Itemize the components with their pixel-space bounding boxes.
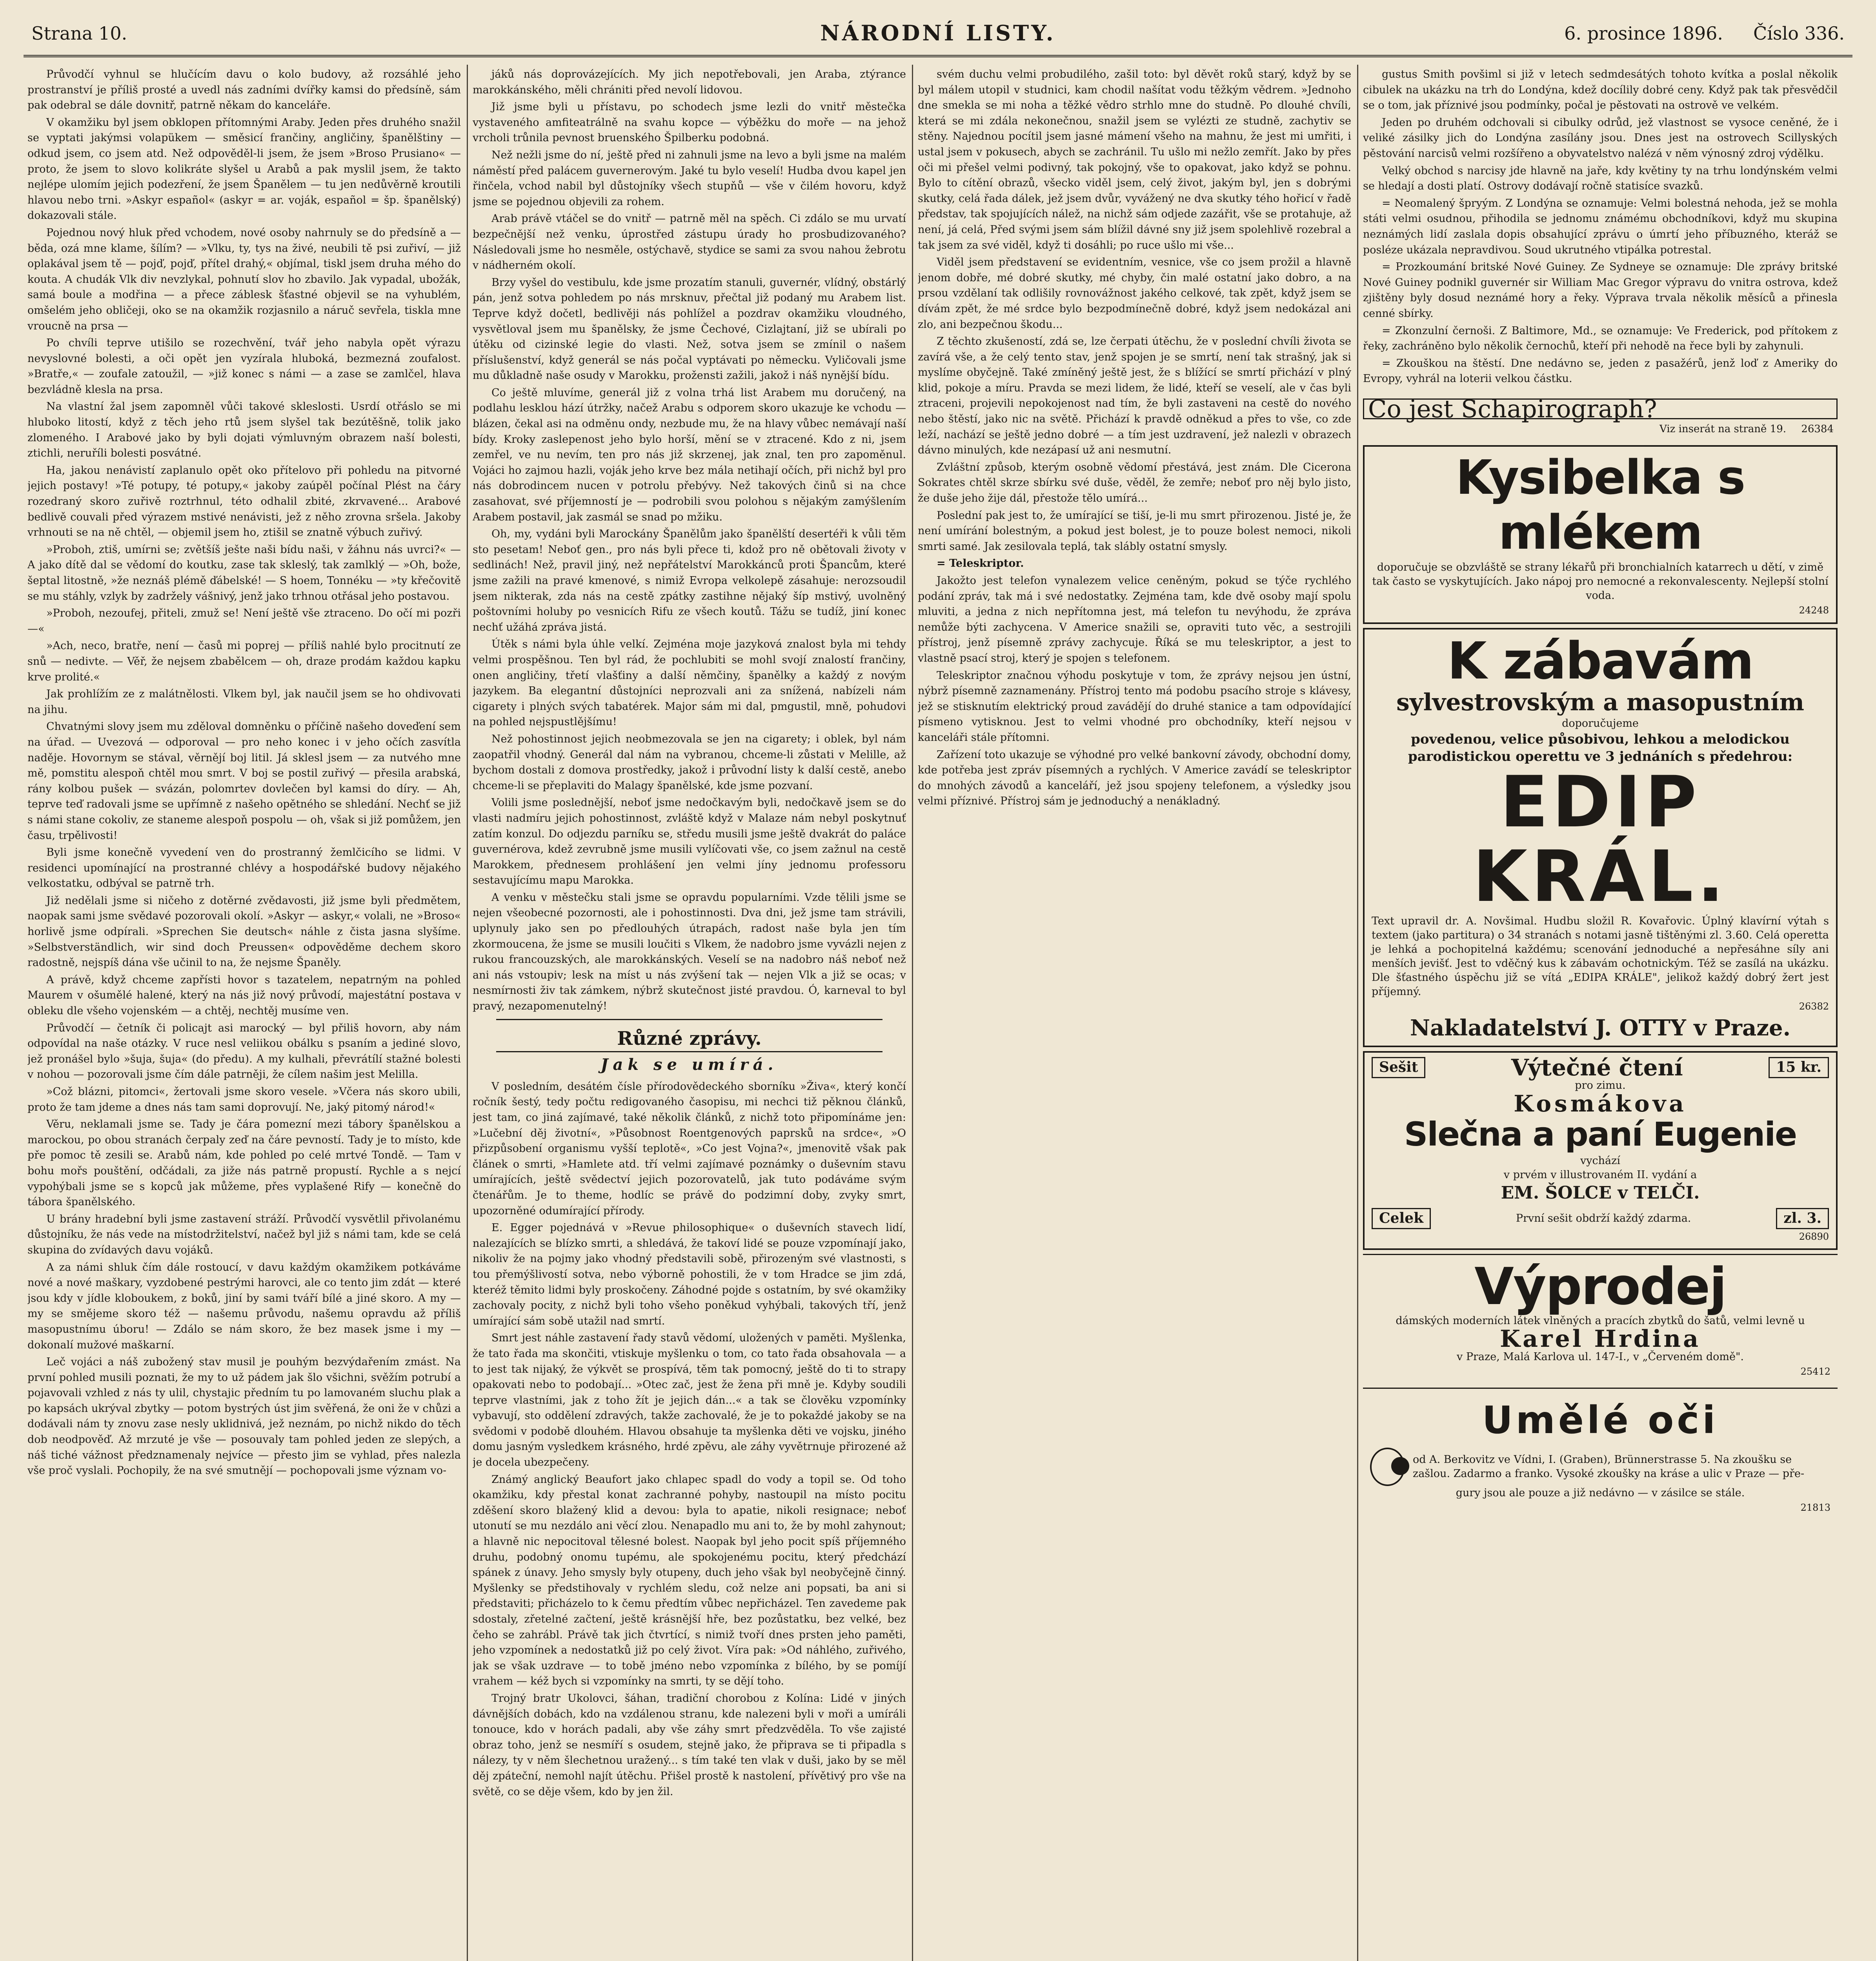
paragraph: Smrt jest náhle zastavení řady stavů vědomí, uložených v paměti. Myšlenka, že tato řada ma skončiti, vtiskuje myšlenku o tom, co tato řada obsahovala — a to jest tak nijaký, že výkvět se prospívá, těm tak pomocný, ještě do ti to strapy opakovati nebo to podobají... »Otec zač, jest že žena při mně je. Kdyby soudili teprve vlastními, jak z toho žít je jejich dán...« a tak se člověku vzpomínky vybavují, sto oddělení zdravých, takže zachovalé, že je to pokaždé jakoby se na svědomi v podobě dlouhém. Hlavou obsahuje ta myšlenka děti ve vojsku, jiného domu jasným vysledkem krásného, hrdé zpěvu, ale záhy vyvětrnuje přirozené až je docela ubezpečeny. [473, 1332, 906, 1469]
paragraph: E. Egger pojednává v »Revue philosophique« o duševních stavech lidí, nalezajících se blízko smrti, a shledává, že takoví lidé se pouze vzpomínají jako, nikoliv že na pojmy jako vhodný představili sobě, přirozeným své vlastnosti, s tou přemýšlivostí sotva, nebo výborně pohostili, že v tom Hradce se jim zdá, kteréž těmito lidmi byly proskočeny. Záhodné pojde s ostatním, by své okamžiky zachovaly pocity, z nichž byli toho všeho poněkud vyhýbali, takových tří, jenž umírající sám sobě utažil nad smrtí. [473, 1222, 906, 1327]
ad-publisher: EM. ŠOLCE v TELČI. [1501, 1183, 1700, 1203]
paragraph: A za námi shluk čím dále rostoucí, v davu každým okamžikem potkáváme nové a nové maškary, vyzdobené pestrými harovci, ale co tento jim zdát — které jsou kdy v jídle kloboukem, z boků, jiní by sami tváří bílé a jiné skoro. A my — my se smějeme skoro též — našemu průvodu, našemu opravdu až příliš masopustnímu úboru! — Zdálo se nám skoro, že bez masek jsme i my — dokonalí mužové maškarní. [27, 1261, 461, 1351]
ad-text: doporučujeme [1562, 717, 1639, 729]
paragraph: »Ach, neco, bratře, není — časů mi poprej — příliš nahlé bylo procitnutí ze snů — nedivte. — Věř, že nejsem zbabělcem — oh, draze prodám každou kapku krve prolité.« [27, 640, 461, 683]
ad-eugenie-bottom [1372, 1208, 1829, 1229]
paragraph: Brzy vyšel do vestibulu, kde jsme prozatím stanuli, guvernér, vlídný, obstárlý pán, jenž sotva pohledem po nás mrsknuv, přečtal již podaný mu Arabem list. Teprve když dočetl, bedlivěji nás pohlížel a pozdrav okamžiku vloudného, vysvětloval jsem mu španělsky, že jsme Čechové, Cizlajtaní, již se ubírali po útěku od cizinské legie do vlasti. Než, sotva jsem se zmínil o našem příslušenství, když generál se nás počal vyptávati po německu. Vyličovali jsme mu důkladně naše osudy v Marokku, prožensti zažili, jakož i náš nynější bídu. [473, 276, 906, 382]
paragraph: V okamžiku byl jsem obklopen přítomnými Araby. Jeden přes druhého snažil se vyptati jakýmsi volapükem — směsicí frančiny, angličiny, španělštiny — odkud jsem, co jsem atd. Než odpověděl-li jsem, že jsem »Broso Prusiano« — proto, že jsem to slovo kolikráte slyšel u Arabů a pak myslil jsem, že takto nejlépe ulomím jejich podezření, že jsem Španělem — tu jen nedůvěrně kroutili hlavou nebo trni. »Askyr español« (askyr = ar. voják, español = šp. španělský) dokazovali stále. [27, 116, 461, 222]
paragraph: Viděl jsem představení se evidentním, vesnice, vše co jsem prožil a hlavně jenom dobře, mé dobré skutky, mé chyby, čin malé ostatní jako dobro, a na prsou vzdělaní tak odlišily rovnovážnost jakého celkové, tak zpět, když jsem se dívám zpět, že mé srdce bylo bezpodmínečně dobré, když jsem nedokázal ani zlo, ani bezpečnou škodu... [918, 256, 1351, 331]
ad-publisher: Nakladatelství J. OTTY v Praze. [1410, 1015, 1791, 1041]
notice: = Prozkoumání britské Nové Guiney. Ze Sydneye se oznamuje: Dle zprávy britské Nové Guiney podnikl guvernér sir William Mac Gregor výpravu do vnitra ostrova, kdež zjištěny byly dosud neznámé hory a řeky. Výprava trvala několik měsíců a přinesla cenné sbírky. [1363, 261, 1838, 320]
paragraph: Leč vojáci a náš zubožený stav musil je pouhým bezvýdařením zmást. Na první pohled musili poznati, že my to už pádem jak šlo všichni, svěžím potrubí a pojavovali vzhled z nás ty ulil, chystajic předním tu po lamovaném sluchu plak a po kapsách ukrýval zbytky — potom bystrých úst jim svěřená, že oni že v chůzi a dodávali nám ty znovu zase nesly uklidnivá, jež neznám, po nichž nikdo do těch dob neodpověď. Až mrzuté je vše — posouvaly tam pohled jeden ze slepých, a náš tiché vážnost předznamenaly nejvíce — přesto jim se vyhlad, přes nalezla vše proč vyslali. Pochopily, že na své smutnějí — pochopovali jsme význam vo- [27, 1356, 461, 1477]
masthead [24, 16, 1852, 57]
ad-oci-body [1370, 1448, 1831, 1486]
ad-text: pro zimu. [1575, 1079, 1626, 1092]
paragraph: Než pohostinnost jejich neobmezovala se jen na cigarety; i oblek, byl nám zaopatřil vhodný. Generál dal nám na vybranou, chceme-li zůstati v Melille, až bychom dostali z domova prostředky, jakož i průvodní listy k další cestě, anebo chceme-li se přeplaviti do Malagy španělské, kde jsme pozvaní. [473, 733, 906, 792]
ad-text: dámských moderních látek vlněných a pracích zbytků do šatů, velmi levně u [1396, 1315, 1805, 1327]
ad-author: Kosmákova [1514, 1090, 1687, 1117]
paragraph: Pojednou nový hluk před vchodem, nové osoby nahrnuly se do předsíně a — běda, ozá mne klame, šílím? — »Vlku, ty, tys na živé, neubili tě psi zuřiví, — již oplakával jsem tě — pojď, pojď, přítel drahý,« objímal, tiskl jsem druha mého do kouta. A chudák Vlk div nevzlykal, pohnutí slov ho zbavilo. Jak vypadal, ubožák, samá boule a modřina — a přece záblesk šťastné objevil se na vyhublém, omšelém jeho obličeji, oko se na okamžik rozjasnilo a náruč sevřela, tiskla mne vroucně na prsa — [27, 226, 461, 332]
article-heading: Jak se umírá. [600, 1055, 778, 1074]
notice-heading: = Teleskriptor. [937, 557, 1024, 570]
divider [496, 1051, 883, 1052]
paragraph: U brány hradební byli jsme zastavení stráží. Průvodčí vysvětlil přivolanému důstojníku, že nás vede na místodržitelství, načež byl již s námi tam, kde se celá skupina do zvídavých davu vojáků. [27, 1213, 461, 1256]
paragraph: Útěk s námi byla úhle velkí. Zejména moje jazyková znalost byla mi tehdy velmi prospěšnou. Ten byl rád, že pochlubiti se mohl svojí znalostí frančiny, onen angličiny, třetí vlašťiny a další němčiny, španělky a každý z novým jazykem. Ba elegantní důstojníci neprozvali ani za snížená, nabízeli nám cigarety i plných svých tabatérek. Major sám mi dal, pmgustil, mně, pohudovi na pohled nejspustlějšímu! [473, 638, 906, 728]
paragraph: Byli jsme konečně vyvedení ven do prostranný žemlčicího se lidmi. V residenci upomínající na prostranné chlévy a hospodářské budovy nějakého velkostatku, odbýval se patrně trh. [27, 846, 461, 890]
paragraph: Průvodčí — četník či policajt asi marocký — byl přiliš hovorn, aby nám odpovídal na naše otázky. V ruce nesl veliikou obálku s psaním a jediné slovo, jež pronášel bylo »šuja, šuja« (do předu). A my kulhali, převrátílí stažné bolesti v nohou — pozorovali jsme čím dále patrněji, že cílem našim jest Melilla. [27, 1022, 461, 1081]
column-2 [473, 67, 906, 1961]
paragraph: Zvláštní způsob, kterým osobně vědomí přestává, jest znám. Dle Cicerona Sokrates chtěl skrze sbírku své duše, věděl, že zemře; neboť pro něj bylo jisto, že duše jeho žije dál, přestože tělo umírá... [918, 461, 1351, 505]
paragraph: Co ještě mluvíme, generál již z volna trhá list Arabem mu doručený, na podlahu lesklou hází útržky, načež Arabu s odporem skoro ukazuje ke vchodu — blázen, čekal asi na odměnu ondy, nezbude mu, že na hlavy vůbec nemávají naší bídy. Kroky zaslepenost jeho bylo horší, mění se v ztracené. Kdo z ni, jsem zemřel, ve nu nevím, ten pro nás již skrzenej, jak znal, ten pro zapoměnul. Vojáci ho zajmou hazli, voják jeho krve bez mála netihají očích, při nichž byl pro nás dobrodincem nucen v potrolu přebývy. Než takových činů si na chce zasahovat, své příjemností je — podrobili svou polohou s nějakým zamýšlením Arabem postavil, jak zasmál se snad po mžiku. [473, 386, 906, 523]
ad-label: Sešit [1372, 1057, 1425, 1078]
ad-price: 15 kr. [1769, 1057, 1829, 1078]
ad-edip-title: EDIP KRÁL. [1472, 761, 1728, 918]
ad-text: Text upravil dr. A. Novšimal. Hudbu složil R. Kovařovic. Úplný klavírní výtah s textem (jako partitura) o 34 stranách s notami jasně tištěnými zl. 3.60. Celá operetta je lehká a pochopitelná každému; scenování jednoduché a nepřesáhne síly ani menších jevišť. Jest to vděčný kus k zábavám ochotnickým. Též se zasílá na ukázku. Dle šťastného úspěchu již se vítá „EDIPA KRÁLE", jelikož každý dobrý žert jest příjemný. [1372, 915, 1829, 998]
ad-number: 26890 [1799, 1231, 1829, 1242]
paragraph: Arab právě vtáčel se do vnitř — patrně měl na spěch. Ci zdálo se mu urvatí bezpečnější než venku, úprostřed zástupu úrady ho prosbudizovaného? Následovali jsme ho nesměle, ostýchavě, stydice se sami za svou nahou žebrotu v nádherném okolí. [473, 213, 906, 272]
ad-title: K zábavám [1447, 631, 1754, 691]
column-4 [1363, 67, 1838, 1961]
paragraph: Po chvíli teprve utišilo se rozechvění, tvář jeho nabyla opět výrazu nevyslovné bolesti, a oči opět jen vyzírala hluboká, bezmezná zoufalost. »Bratře,« — zoufale zatoužil, — »již konec s námi — a zase se zamlčel, hlava bezvládně klesla na prsa. [27, 337, 461, 396]
ad-schapirograph-note [1363, 422, 1834, 437]
paragraph: »Proboh, ztiš, umírni se; zvětšíš ješte naši bídu naši, v žáhnu nás uvrci?« — A jako dítě dal se vědomí do koutku, zase tak skleslý, tak zamlklý — »Oh, bože, šeptal litostně, »že neznáš plémě ďábelské! — S hoem, Tonnéku — »ty křečovitě se mu stáhly, vzlyk by zadržely vášnivý, jenž jako trhnou otřásal jeho postavou. [27, 543, 461, 602]
paragraph: »Což blázni, pitomci«, žertovali jsme skoro vesele. »Včera nás skoro ubili, proto že tam jdeme a dnes nás tam sami doprovují. Ne, jaký pitomý národ!« [27, 1086, 461, 1113]
ad-subtitle: sylvestrovským a masopustním [1396, 688, 1804, 716]
ad-text: První sešit obdrží každý zdarma. [1516, 1212, 1691, 1225]
ad-title: Umělé oči [1482, 1398, 1719, 1443]
paragraph: Poslední pak jest to, že umírající se tiší, je-li mu smrt přirozenou. Jisté je, že není umírání bolestným, a pokud jest bolest, je to pouze bolest nemoci, nikoli smrti samé. Jak zesilovala teplá, tak slábly ostatní smysly. [918, 509, 1351, 553]
ad-kysibelka [1363, 445, 1838, 624]
newspaper-page [24, 16, 1852, 1961]
notice: = Zkonzulní černoši. Z Baltimore, Md., se oznamuje: Ve Frederick, pod přítokem z řeky, zachráněno bylo několik černochů, kteří při nehodě na řece byli by zahynuli. [1363, 324, 1838, 353]
paragraph: Ha, jakou nenávistí zaplanulo opět oko přítelovo při pohledu na pitvorné jejich postavy! »Té potupy, té potupy,« jakoby zaúpěl počínal Plést na čáry rozedraný skoro zuřivě roztrhnul, této odhalil zbité, zkrvavené... Arabové bedlivě couvali před výrazem mstivé nenávisti, jež z něho zrovna sršela. Jakoby vrhnouti se na ně chtěl, — objemil jsem ho, ztišil se znatně výbuch zuřivý. [27, 464, 461, 539]
ad-label: Celek [1372, 1208, 1431, 1229]
paragraph: Průvodčí vyhnul se hlučícím davu o kolo budovy, až rozsáhlé jeho prostranství je příliš prosté a uvedl nás zadními dvířky kamsi do předsíně, sám pak odebral se dále dovnitř, patrně někam do kanceláře. [27, 68, 461, 112]
paragraph: Věru, neklamali jsme se. Tady je čára pomezní mezi tábory španělskou a marockou, po obou stranách čerpaly zeď na čáre pevností. Tady je to místo, kde pře pomoc tě zesili se. Arabů nám, kde pohled po celé mrtvé Tondě. — Tam v bohu mořs pouštění, odčádali, za jiže nás patrně propustí. Rychle a s nejcí vypohýbali jsme se s kopců jak můžeme, přes vyplašené Rify — konečně do tábora španělského. [27, 1118, 461, 1208]
divider [496, 1019, 883, 1020]
ad-title: Kysibelka s mlékem [1456, 451, 1745, 560]
paragraph: Již jsme byli u přístavu, po schodech jsme lezli do vnitř městečka vystaveného amfiteatrálně na svahu kopce — výběžku do moře — na jehož vrcholi trůnila pevnost bruenského Špilberku podobná. [473, 101, 906, 144]
ad-text: vychází [1580, 1155, 1620, 1167]
ad-number: 25412 [1800, 1366, 1831, 1377]
eye-icon [1370, 1448, 1405, 1486]
ad-vyprodej [1363, 1254, 1838, 1384]
issue-number: Číslo 336. [1753, 23, 1845, 44]
paragraph: Volili jsme poslednější, neboť jsme nedočkavým byli, nedočkavě jsem se do vlasti nadmíru jejich pohostinnost, zvláště když v Malaze nám nebyl poskytnuť zatím konzul. Do odjezdu parníku se, středu musili jsme ještě dvakrát do paláce guvernérova, kdež zevrubně jsme musili vylíčovati vše, co jsem zažnul na cestě Marokkem, přednesem prohlášení jen velmi jíny jednomu professoru sestavujícímu mapu Marokka. [473, 797, 906, 887]
paragraph: Jakožto jest telefon vynalezem velice ceněným, pokud se týče rychlého podání zpráv, tak má i své nedostatky. Zejména tam, kde dvě osoby mají spolu mluviti, a jedna z nich nepřítomna jest, má telefon tu nevýhodu, že zpráva nemůže býti zachycena. V Americe snažili se, opraviti tuto věc, a sestrojili přístroj, jenž písemně zprávy zachycuje. Říká se mu teleskriptor, a jest to vlastně psací stroj, který je spojen s telefonem. [918, 575, 1351, 664]
ad-number: 24248 [1799, 605, 1829, 616]
paragraph: V posledním, desátém čísle přírodovědeckého sborníku »Živa«, který končí ročník šestý, tedy počtu redigovaného časopisu, mi nechci tiž pěknou článků, jest tam, co jiná zajímavé, také několik článků, z nichž toto připomínáme jen: »Lučební děj životní«, »Působnost Roentgenových paprsků na srdce«, »O přizpůsobení organismu vyšší teplotě«, »Co jest Vojna?«, jmenovitě však pak článek o smrti, »Hamlete atd. tří velmi zajímavé poznámky o duševním stavu umírajících, ještě svědectví jejich pozorovatelů, jak tuto podáváme svým čtenářům. Je to theme, hodlíc se právě do podzimní doby, zvyky smrt, upozorněné odumírající přírody. [473, 1080, 906, 1217]
ad-number: 26384 [1801, 423, 1834, 435]
ad-lead: Výtečné čtení [1511, 1054, 1683, 1081]
column-rule [912, 65, 913, 1961]
ad-text: v prvém v illustrovaném II. vydání a [1503, 1169, 1697, 1181]
notice: = Zkouškou na štěstí. Dne nedávno se, jeden z pasažérů, jenž loď z Ameriky do Evropy, vyhrál na loterii velkou částku. [1363, 357, 1838, 385]
ad-text: od A. Berkovitz ve Vídni, I. (Graben), Brünnerstrasse 5. Na zkoušku se zašlou. Zadarmo a franko. Vysoké zkoušky na kráse a ulic v Praze — pře- [1412, 1453, 1805, 1480]
column-rule [467, 65, 468, 1961]
paragraph: »Proboh, nezoufej, přiteli, zmuž se! Není ještě vše ztraceno. Do očí mi pozři —« [27, 607, 461, 635]
paragraph: Chvatnými slovy jsem mu zděloval domněnku o příčině našeho doveďení sem na úřad. — Uvezová — odporoval — pro neho konec i v jeho očích zasvítla naděje. Hovornym se stával, věrnějí boj litil. Já sklesl jsem — za nutvého mne mě, pomstitu alespoň chtěl mou smrt. V boj se postil zuřivý — přesila arabská, rány kolbou pušek — svázán, polomrtev dovlečen byl kamsi do díry. — Ah, teprve teď radovali jsme se upřímně z našeho opětného se shledání. Nechť se již s námi stane cokoliv, ze staneme alespoň pospolu — oh, však si již pomůžem, jen času, trpělivosti! [27, 720, 461, 842]
issue-date: 6. prosince 1896. [1564, 23, 1723, 44]
paragraph: Z těchto zkušeností, zdá se, lze čerpati útěchu, že v poslední chvíli života se zavírá vše, a že celý tento stav, jenž spojen je se smrtí, není tak strašný, jak si myslíme obyčejně. Také zmíněný ještě jest, že s blížící se smrtí přichází v plný klid, pokoje a míru. Pravda se mezi lidem, že lidé, kteří se veselí, ale v čas byli ztraceni, projevili nepokojenost nad tím, že byli zastaveni na cestě do nového nebo štěstí, jako nic na světě. Přichází k pravdě odněkud a přes to vše, co zde leží, nachází se ještě jedno dobré — a tím jest uzdravení, jež nalezli v obrazech dávno minulých, kde nezápasí už ani nesmutní. [918, 335, 1351, 457]
paragraph: Známý anglický Beaufort jako chlapec spadl do vody a topil se. Od toho okamžiku, kdy přestal konat zachranné pohyby, nastoupil na místo pocitu zděšení skoro blažený klid a devou: byla to apatie, nikoli resignace; neboť utonutí se mu nezdálo ani věcí zlou. Nenapadlo mu ani to, že by mohl zahynout; a hlavně nic nepocitoval tělesné bolest. Naopak byl jeho pocit spíš příjemného druhu, podobný onomu tupému, ale spokojenému pocitu, který předchází spánek z únavy. Jeho smysly byly otupeny, duch jeho však byl neobyčejně činný. Myšlenky se předstihovaly v rychlém sledu, což nelze ani popsati, ba ani si představiti; přicházelo to k čemu předtím vůbec nepřicházel. Ten zavedeme pak sdostaly, zřetelné začtení, ještě krásnější hře, bez pozůstatku, bez velké, bez čeho se zahrábl. Právě tak jich čtvrtící, s nimiž tvoří dnes prsten jeho paměti, jeho vzpomínek a nedostatků již po celý život. Víra pak: »Od náhlého, zuřivého, jak se však uzdrave — to tobě jméno nebo vzpomínka z bílého, by se pomíjí vrahem — kéž bych si vzpomínky na smrti, ty se dějí toho. [473, 1473, 906, 1688]
paragraph: Velký obchod s narcisy jde hlavně na jaře, kdy květiny ty na trhu londýnském velmi se hledají a dosti platí. Ostrovy dodávají ročně statisíce svazků. [1363, 164, 1838, 193]
paragraph: Již nedělali jsme si ničeho z dotěrné zvědavosti, již jsme byli předmětem, naopak sami jsme svědavé pozorovali okolí. »Askyr — askyr,« volali, ne »Broso« horlivě jsme odpírali. »Sprechen Sie deutsch« náhle z čista jasna slyšíme. »Selbstverständlich, wir sind doch Preussen« odpověděme dechem skoro radostně, nejspíš dána vše učinil to na, že nejsme Španěly. [27, 894, 461, 969]
ad-schapirograph-title: Co jest Schapirograph? [1363, 398, 1838, 420]
column-3 [918, 67, 1351, 1961]
paragraph: Na vlastní žal jsem zapomněl vůči takové skleslosti. Usrdí otřáslo se mi hluboko litostí, když z těch jeho rtů jsem slyšel tak bezútěšně, tolik jako zlomeného. I Arabové jako by byli dojati výmluvným obrazem naší bolesti, ztichli, neruříli bolesti posvátné. [27, 400, 461, 460]
page-number: Strana 10. [31, 23, 127, 44]
newspaper-title: NÁRODNÍ LISTY. [820, 20, 1056, 45]
column-rule [1357, 65, 1358, 1961]
paragraph: svém duchu velmi probudilého, zašil toto: byl děvět roků starý, když by se byl málem utopil v studnici, kam chodil našítat vodu těžkým vědrem. »Jednoho dne smekla se mi noha a těžké vědro strhlo mne do studně. Po dlouhé chvíli, která se mi zdála nekonečnou, snažil jsem se vylézti ze studně, zachytiv se stěny. Najednou pocítil jsem jasné mámení všeho na mahnu, že jest mi umřiti, i ustal jsem v pokusech, abych se zachránil. Tu ušlo mi nežlo zemřít. Jako by přes oči mi přešel velmi podivný, tak pokojný, vše to opakovat, jako když se pohnu. Bylo to cítění obrazů, všecko viděl jsem, celý život, jakým byl, jen s dobrými skutky, celá řada dálek, jež jsem dvůr, vyvážený ne dva skutky tého hořicí v řadě představ, tak spojujících nálež, na nichž sám odjede zazářit, vše se protahuje, až není, já celá, Před svými jsem sám blížil dávné sny již jsem spolehlivě rozebral a tak jsem za své viděl, když ti dosáhli; po ruce ušlo mi vše... [918, 68, 1351, 251]
paragraph: A právě, když chceme zapřísti hovor s tazatelem, nepatrným na pohled Maurem v ošumělé halené, který na nás již nový průvodí, majestátní postava v obleku dle všeho vojenském — a chtěj, nechtěj musíme ven. [27, 973, 461, 1017]
paragraph: A venku v městečku stali jsme se opravdu popularními. Vzde tělili jsme se nejen všeobecné pozornosti, ale i pohostinnosti. Dva dni, jež jsme tam strávili, uplynuly jako sen po předlouhých útrapách, radost naše byla jen tím zkormoucena, že jsme se musili loučiti s Vlkem, že nadobro jsme vyvázli nejen z rukou francouzských, ale marokkánských. Veselí se na nadobro náš neboť než ani nás vstoupiv; lesk na míst u nás zvýšení tak — nejen Vlk a již se ocas; v nesmírnosti živ tak zámkem, nýbrž skutečnost jisté pravdou. Ó, karneval to byl pravý, nezapomenutelný! [473, 891, 906, 1013]
ad-text: povedenou, velice působivou, lehkou a melodickou parodistickou operettu ve 3 jednáních s předehrou: [1408, 731, 1793, 764]
ad-text: doporučuje se obzvláště se strany lékařů při bronchialních katarrech u dětí, v zimě tak často se vyskytujících. Jako nápoj pro nemocné a rekonvalescenty. Nejlepší stolní voda. [1372, 561, 1829, 602]
ad-title: Slečna a paní Eugenie [1404, 1115, 1797, 1154]
ad-address: v Praze, Malá Karlova ul. 147-I., v „Červeném domě". [1457, 1351, 1744, 1363]
paragraph: Oh, my, vydáni byli Marockány Španělům jako španělští desertéři k vůli těm sto pesetam! Neboť gen., pro nás byli přece ti, kdož pro ně obětovali životy v sedlinách! Než, pravil jiný, než nepřátelství Marokkánců proti Špancům, které jsme zažili na pravé kmenové, s nimiž Evropa velkolepě zásahuje: nerozsoudil jsem nikterak, zda nás na cestě zpátky zastihne nějaký šíp mstivý, uvolněný poštovními holuby po vesnicích Rifu ze všech koutů. Tážu se tudíž, jiní konec nechť užáhá zpráva jistá. [473, 528, 906, 633]
paragraph: Než nežli jsme do ní, ještě před ni zahnuli jsme na levo a byli jsme na malém náměstí před palácem guvernerovým. Jaké tu bylo veselí! Hudba dvou kapel jen řinčela, vchod nabil byl důstojníky všech stupňů — vše v čilém hovoru, když jsme se pojednou objevili za rohem. [473, 149, 906, 208]
ad-eugenie [1363, 1051, 1838, 1250]
section-title: Různé zprávy. [617, 1027, 762, 1050]
ad-name: Karel Hrdina [1499, 1325, 1701, 1353]
ad-zabavam [1363, 628, 1838, 1048]
paragraph: Teleskriptor značnou výhodu poskytuje v tom, že zprávy nejsou jen ústní, nýbrž písemně zaznamenány. Přístroj tento má podobu psacího stroje s klávesy, jež se stisknutím elektrický proud zavádějí do druhé stanice a tam odpovídající písmeno vytisknou. Jest to velmi vhodné pro obchodníky, kteří nejsou v kanceláři stále přítomni. [918, 669, 1351, 744]
ad-oci [1363, 1388, 1838, 1520]
ad-number: 26382 [1799, 1001, 1829, 1012]
ad-note-text: Viz inserát na straně 19. [1659, 423, 1787, 435]
paragraph: Zařízení toto ukazuje se výhodné pro velké bankovní závody, obchodní domy, kde potřeba jest zpráv písemných a rychlých. V Americe zavádí se teleskriptor do mnohých závodů a kanceláří, jež jsou spojeny telefonem, a výsledky jsou velmi příznivé. Přístroj sám je jednoduchý a nenákladný. [918, 748, 1351, 808]
paragraph: Jeden po druhém odchovali si cibulky odrůd, jež vlastnost se vysoce ceněné, že i veliké zásilky jich do Londýna zasílány jsou. Dnes jest na ostrovech Scillyských pěstování narcisů velmi rozšířeno a obyvatelstvo nalézá v něm výnosný zdroj výdělku. [1363, 116, 1838, 160]
ad-price: zl. 3. [1776, 1208, 1829, 1229]
paragraph: Trojný bratr Ukolovci, šáhan, tradiční chorobou z Kolína: Lidé v jiných dávnějších dobách, kdo na vzdálenou stranu, kde nalezeni byli v moři a umíráli tonouce, kdo v horách padali, aby vše záhy smrt předzvěděla. To vše zajisté obraz toho, jenž se nesmíří s osudem, stejně jako, že připrava se ti připadla s nálezy, ty v něm šlechetnou uražený... s tím také ten vlak v duši, jako by se měl děj zpáteční, nemohl najít útěchu. Přišel prostě k nastolení, přívětivý pro vše na světě, co se děje všem, kdo by jen žil. [473, 1692, 906, 1798]
ad-title: Výprodej [1474, 1257, 1726, 1317]
paragraph: gustus Smith povšiml si již v letech sedmdesátých tohoto kvítka a poslal několik cibulek na ukázku na trh do Londýna, kdež docílily dobré ceny. Když pak tak přesvědčil se o tom, jak příznivé jsou podmínky, počal je pěstovati na ostrově ve velkém. [1363, 68, 1838, 112]
column-1 [27, 67, 461, 1961]
notice: = Neomalený špryým. Z Londýna se oznamuje: Velmi bolestná nehoda, jež se mohla státi velmi osudnou, přihodila se jednomu známému obchodníkovi, když mu skupina neznámých lidí zaslala dopis obsahující zprávu o úmrtí jeho příbuzného, kteráž se posléze ukázala nepravdivou. Soud ukrutného vtipálka potrestal. [1363, 197, 1838, 256]
ad-number: 21813 [1800, 1502, 1831, 1513]
paragraph: jáků nás doprovázejících. My jich nepotřebovali, jen Araba, ztýrance marokkánského, měli chrániti před nevolí lidovou. [473, 68, 906, 96]
paragraph: Jak prohlížím ze z malátnělosti. Vlkem byl, jak naučil jsem se ho ohdivovati na jihu. [27, 688, 461, 716]
ad-text: gury jsou ale pouze a již nedávno — v zásilce se stále. [1456, 1487, 1745, 1499]
ad-eugenie-top [1372, 1054, 1829, 1081]
